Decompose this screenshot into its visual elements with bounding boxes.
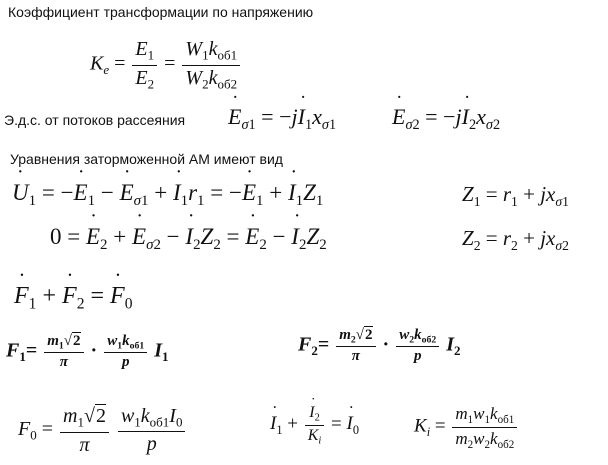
formula-f1: $F_1=$ $\frac{m_1√2}{\pi}$ · $\frac{w_1k_{об1}}{p}$ $I_1$ [6, 332, 169, 371]
heading-leakage-emf: Э.д.с. от потоков рассеяния [4, 112, 186, 128]
formula-f2: $F_2=$ $\frac{m_2√2}{\pi}$ · $\frac{w_2k_{об2}}{p}$ $I_2$ [298, 326, 461, 365]
heading-transformation-ratio: Коэффициент трансформации по напряжению [8, 4, 314, 20]
formula-e-sigma2: ˙ $E_{\sigma 2}$ = −j˙ $I_2x_{\sigma 2}$ [392, 104, 500, 134]
formula-z2: $Z_2 = r_2 + jx_{\sigma 2}$ [462, 226, 569, 253]
formula-i-sum: ˙ $I_1$ + ˙ $\frac{I_2}{K_i}$ = ˙ $I_0$ [270, 404, 359, 446]
formula-ke: $K_e$ = $\frac{E_1}{E_2}$ = $\frac{W_1k_{об1}}{W_2k_{об2}}$ [90, 38, 242, 92]
heading-locked-am-equations: Уравнения заторможенной АМ имеют вид [10, 151, 283, 167]
formula-e-sigma1: ˙ $E_{\sigma 1}$ = −j˙ $I_1x_{\sigma 1}$ [228, 104, 336, 134]
formula-u1: ˙ $U_1$ = −˙ $E_1$ − ˙ $E_{\sigma 1}$ + ˙ $I_1r_1$ = −˙ $E_1$ + ˙ $I_1Z_1$ [12, 180, 323, 210]
formula-f0: $F_0$ = $\frac{m_1√2}{\pi}$ $\frac{w_1k_{об1}I_0}{p}$ [18, 404, 187, 457]
formula-ki: $K_i$ = $\frac{m_1w_1k_{об1}}{m_2w_2k_{об2}}$ [414, 404, 519, 451]
formula-z1: $Z_1 = r_1 + jx_{\sigma 1}$ [462, 182, 569, 209]
formula-f-sum: ˙ $F_1$ + ˙ $F_2$ = ˙ $F_0$ [14, 283, 133, 313]
formula-zero: 0 = ˙ $E_2$ + ˙ $E_{\sigma 2}$ − ˙ $I_2Z_2$ = ˙ $E_2$ − ˙ $I_2Z_2$ [50, 224, 327, 254]
